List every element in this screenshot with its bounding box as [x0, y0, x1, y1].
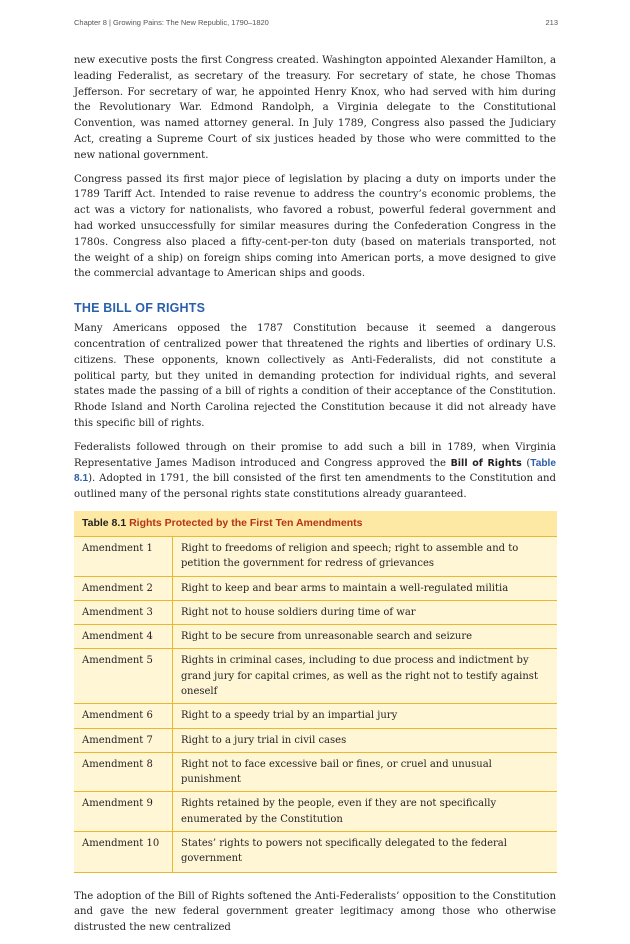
page-body — [74, 53, 556, 944]
key-term: Bill of Rights — [450, 457, 522, 469]
table-row — [74, 704, 557, 728]
intro-paragraph-1: new executive posts the first Congress created. Washington appointed Alexander Hamilton, a leading Federalist, as secretary of the treasury. For secretary of state, he chose Thomas Jefferson. For secretary of war, he appointed Henry Knox, who had served with him during the Revolutionary War. Edmond Randolph, a Virginia delegate to the Constitutional Convention, was named attorney general. In July 1789, Congress also passed the Judiciary Act, creating a Supreme Court of six justices headed by those who were committed to the new national government. — [74, 55, 556, 161]
table-row — [74, 832, 557, 873]
amendments-grid — [74, 536, 557, 873]
table-row — [74, 752, 557, 792]
table-row — [74, 792, 557, 832]
right-cell: Right to freedoms of religion and speech; right to assemble and to petition the government for redress of grievances — [173, 536, 558, 576]
section-heading: THE BILL OF RIGHTS — [74, 301, 206, 316]
table-title: Rights Protected by the First Ten Amendments — [129, 516, 363, 529]
table-row — [74, 536, 557, 576]
amendment-cell: Amendment 3 — [74, 600, 173, 624]
table-row — [74, 576, 557, 600]
running-header — [74, 18, 558, 27]
amendment-cell: Amendment 2 — [74, 576, 173, 600]
chapter-title: Chapter 8 | Growing Pains: The New Republic, 1790–1820 — [74, 18, 269, 27]
amendment-cell: Amendment 10 — [74, 832, 173, 873]
amendment-cell: Amendment 8 — [74, 752, 173, 792]
amendments-table — [74, 511, 557, 873]
paragraph-text: ( — [521, 457, 531, 469]
amendment-cell: Amendment 6 — [74, 704, 173, 728]
table-row — [74, 600, 557, 624]
amendment-cell: Amendment 4 — [74, 625, 173, 649]
right-cell: Right to keep and bear arms to maintain a well-regulated militia — [173, 576, 558, 600]
intro-paragraph-2: Congress passed its first major piece of legislation by placing a duty on imports under the 1789 Tariff Act. Intended to raise revenue to address the country’s economic problems, the act was a victory for nationalists, who favored a robust, powerful federal government and had worked unsuccessfully for similar measures during the Confederation Congress in the 1780s. Congress also placed a fifty-cent-per-ton duty (based on materials transported, not the weight of a ship) on foreign ships coming into American ports, a move designed to give the commercial advantage to American ships and goods. — [74, 173, 556, 280]
amendment-cell: Amendment 7 — [74, 728, 173, 752]
right-cell: Right not to face excessive bail or fines, or cruel and unusual punishment — [173, 752, 558, 792]
table-caption — [74, 511, 557, 536]
right-cell: Rights retained by the people, even if they are not specifically enumerated by the Constitution — [173, 792, 558, 832]
right-cell: Right to a jury trial in civil cases — [173, 728, 558, 752]
table-number: Table 8.1 — [82, 516, 127, 529]
closing-paragraph: The adoption of the Bill of Rights softened the Anti-Federalists’ opposition to the Constitution and gave the new federal government greater legitimacy among those who otherwise distrusted the new centralized — [74, 890, 556, 934]
right-cell: Right not to house soldiers during time of war — [173, 600, 558, 624]
amendment-cell: Amendment 1 — [74, 536, 173, 576]
amendment-cell: Amendment 9 — [74, 792, 173, 832]
right-cell: Right to be secure from unreasonable search and seizure — [173, 625, 558, 649]
right-cell: States’ rights to powers not specifically delegated to the federal government — [173, 832, 558, 873]
table-row — [74, 728, 557, 752]
right-cell: Rights in criminal cases, including to due process and indictment by grand jury for capital crimes, as well as the right not to testify against oneself — [173, 649, 558, 704]
amendment-cell: Amendment 5 — [74, 649, 173, 704]
bill-of-rights-paragraph-2 — [74, 440, 556, 503]
bill-of-rights-paragraph-1: Many Americans opposed the 1787 Constitution because it seemed a dangerous concentration of centralized power that threatened the rights and liberties of ordinary U.S. citizens. These opponents, known collectively as Anti-Federalists, did not constitute a political party, but they united in demanding protection for individual rights, and several states made the passing of a bill of rights a condition of their acceptance of the Constitution. Rhode Island and North Carolina rejected the Constitution because it did not already have this specific bill of rights. — [74, 323, 556, 429]
right-cell: Right to a speedy trial by an impartial jury — [173, 704, 558, 728]
paragraph-text: Federalists followed through on their promise to add such a bill in 1789, when Virginia Representative James Madison introduced and Congress approved the — [74, 441, 556, 469]
table-row — [74, 625, 557, 649]
paragraph-text: ). Adopted in 1791, the bill consisted of the first ten amendments to the Constitution and outlined many of the personal rights state constitutions already guaranteed. — [74, 473, 556, 501]
page-number: 213 — [545, 18, 558, 27]
table-row — [74, 649, 557, 704]
table-reference-link[interactable]: Table 8.1 — [74, 457, 556, 485]
